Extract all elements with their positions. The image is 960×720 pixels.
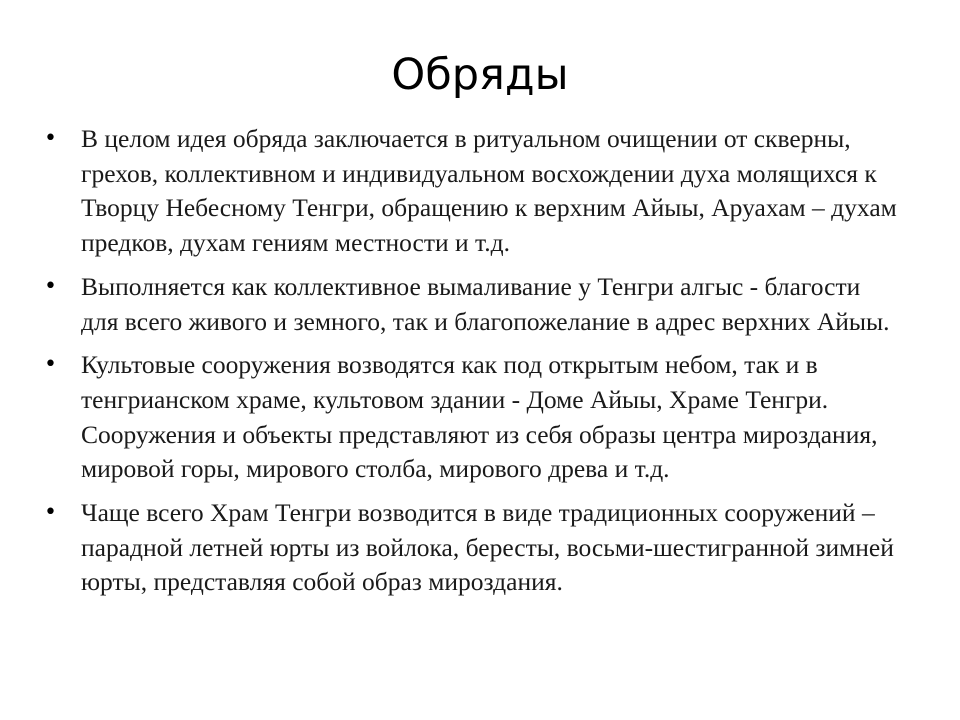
slide-title: Обряды	[391, 50, 569, 100]
bullet-dot-icon: •	[44, 500, 57, 526]
bullet-dot-icon: •	[44, 352, 57, 378]
bullet-list	[40, 122, 900, 609]
bullet-text: Выполняется как коллективное вымаливание у Тенгри алгыс - благости для всего живого и земного, так и благопожелание в адрес верхних Айыы.	[81, 271, 890, 336]
bullet-item	[40, 496, 900, 600]
bullet-text: В целом идея обряда заключается в ритуальном очищении от скверны, грехов, коллективном и индивидуальном восхождении духа молящихся к Творцу Небесному Тенгри, обращению к верхним Айыы, Аруахам – духам предков, духам гениям местности и т.д.	[81, 124, 897, 258]
bullet-text: Культовые сооружения возводятся как под открытым небом, так и в тенгрианском храме, культовом здании - Доме Айыы, Храме Тенгри. Сооружения и объекты представляют из себя образы центра мироздания, мировой горы, мирового столба, мирового древа и т.д.	[81, 350, 878, 484]
bullet-item	[40, 122, 900, 261]
bullet-item	[40, 270, 900, 339]
bullet-item	[40, 348, 900, 487]
bullet-dot-icon: •	[44, 126, 57, 151]
bullet-text: Чаще всего Храм Тенгри возводится в виде традиционных сооружений – парадной летней юрты из войлока, бересты, восьми-шестигранной зимней юрты, представляя собой образ мироздания.	[81, 498, 894, 597]
bullet-dot-icon: •	[44, 273, 57, 299]
